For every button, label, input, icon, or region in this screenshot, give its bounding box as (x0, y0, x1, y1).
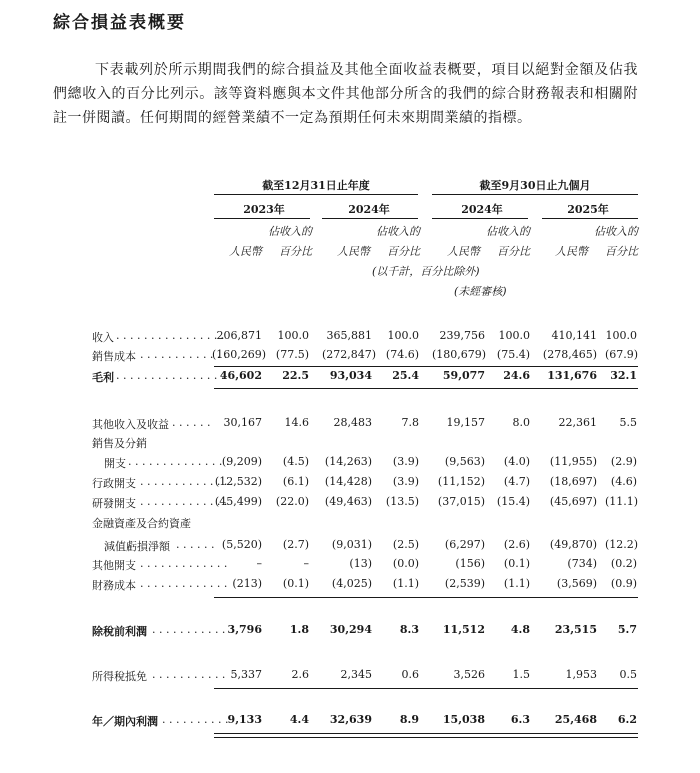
cell: 1,953 (565, 668, 597, 681)
cell: 22.5 (282, 369, 309, 382)
cell: (0.9) (610, 577, 637, 590)
intro-text: 下表載列於所示期間我們的綜合損益及其他全面收益表概要，項目以絕對金額及佔我們總收入的百分比列示。該等資料應與本文件其他部分所含的我們的綜合財務報表和相關附註一併閱讀。任何期間的經營業績不一定為預期任何未來期間業績的指標。 (53, 62, 638, 126)
year-rule (214, 218, 310, 219)
cell: 93,034 (329, 369, 372, 382)
cell: (278,465) (542, 348, 597, 361)
cell: 14.6 (284, 416, 309, 429)
cell: 11,512 (442, 623, 485, 636)
cell: (2.6) (503, 538, 530, 551)
cell: 206,871 (216, 329, 262, 342)
row-label-continued: 減值虧損淨額 (104, 540, 170, 553)
cell: 7.8 (401, 416, 419, 429)
cell: 8.0 (512, 416, 530, 429)
row-label: 銷售及分銷 (92, 437, 147, 450)
cell: (1.1) (392, 577, 419, 590)
cell: (45,697) (549, 495, 597, 508)
row-label-continued: 開支 (104, 457, 126, 470)
row-label: 除稅前利潤 (92, 625, 147, 638)
cell: (3.9) (392, 475, 419, 488)
cell: (9,563) (444, 455, 485, 468)
cell: (4.5) (282, 455, 309, 468)
group-header-year-ended: 截至12月31日止年度 (262, 179, 370, 192)
rmb-header: 人民幣 (555, 245, 588, 258)
cell: 100.0 (498, 329, 530, 342)
table-row: 其他開支 . . . . . . . . . . . . . – – (13) (0.0) (156) (0.1) (734) (0.2) (92, 557, 637, 572)
cell: (4,025) (331, 577, 372, 590)
rmb-header: 人民幣 (337, 245, 370, 258)
cell: (9,209) (221, 455, 262, 468)
page-title: 綜合損益表概要 (53, 13, 186, 33)
table-row: 其他收入及收益 . . . . . . 30,167 14.6 28,483 7.8 19,157 8.0 22,361 5.5 (92, 416, 637, 431)
pct-header-line2: 百分比 (279, 245, 312, 258)
row-label: 金融資產及合約資產 (92, 517, 191, 530)
group-rule (432, 194, 638, 195)
cell: (0.0) (392, 557, 419, 570)
table-row: 開支 . . . . . . . . . . . . . . . (9,209) (4.5) (14,263) (3.9) (9,563) (4.0) (11,955) (2.9) (104, 455, 637, 470)
year-header: 2023年 (243, 203, 285, 216)
table-row: 收入 . . . . . . . . . . . . . . . . 206,871 100.0 365,881 100.0 239,756 100.0 410,141 100.0 (92, 329, 637, 344)
cell: 2.6 (291, 668, 309, 681)
table-row: 減值虧損淨額 . . . . . . (5,520) (2.7) (9,031) (2.5) (6,297) (2.6) (49,870) (12.2) (104, 538, 639, 553)
pct-header-line1: 佔收入的 (486, 225, 530, 238)
cell: 46,602 (219, 369, 262, 382)
cell: (272,847) (322, 348, 377, 361)
cell: (15.4) (496, 495, 530, 508)
year-rule (322, 218, 418, 219)
year-header: 2024年 (461, 203, 503, 216)
pct-header-line2: 百分比 (387, 245, 420, 258)
group-rule (214, 194, 418, 195)
pct-header-line2: 百分比 (605, 245, 638, 258)
group-header-nine-months: 截至9月30日止九個月 (479, 179, 591, 192)
cell: (2.7) (282, 538, 309, 551)
cell: 30,294 (329, 623, 372, 636)
cell: (22.0) (275, 495, 309, 508)
cell: 0.6 (401, 668, 419, 681)
cell: (11.1) (605, 495, 639, 508)
cell: (14,263) (324, 455, 372, 468)
table-row: 行政開支 . . . . . . . . . . . . . (12,532) (6.1) (14,428) (3.9) (11,152) (4.7) (18,697) (4.6) (92, 475, 637, 490)
cell: 6.2 (617, 713, 637, 726)
cell: (734) (567, 557, 597, 570)
table-row: 毛利 . . . . . . . . . . . . . . . . 46,602 22.5 93,034 25.4 59,077 24.6 131,676 32.1 (92, 369, 637, 384)
pct-header-line2: 百分比 (497, 245, 530, 258)
cell: 6.3 (510, 713, 530, 726)
table-row-label-only (0, 515, 700, 533)
cell: (12,532) (214, 475, 262, 488)
cell: (18,697) (549, 475, 597, 488)
pct-header-line1: 佔收入的 (268, 225, 312, 238)
table-row: 所得稅抵免 . . . . . . . . . . . 5,337 2.6 2,345 0.6 3,526 1.5 1,953 0.5 (92, 668, 637, 683)
table-row: 銷售成本 . . . . . . . . . . . . . (160,269) (77.5) (272,847) (74.6) (180,679) (75.4) (278,465) (67.9) (92, 348, 639, 363)
year-rule (542, 218, 638, 219)
cell: 4.4 (289, 713, 309, 726)
cell: (12.2) (605, 538, 639, 551)
cell: (180,679) (432, 348, 487, 361)
cell: 19,157 (446, 416, 485, 429)
cell: 23,515 (554, 623, 597, 636)
cell: 8.9 (399, 713, 419, 726)
cell: 5.7 (617, 623, 637, 636)
cell: 32.1 (610, 369, 637, 382)
cell: 131,676 (547, 369, 597, 382)
cell: 22,361 (558, 416, 597, 429)
cell: (9,031) (331, 538, 372, 551)
cell: (4.0) (503, 455, 530, 468)
cell: 32,639 (329, 713, 372, 726)
cell: 365,881 (326, 329, 372, 342)
subtotal-rule (214, 597, 638, 598)
row-label: 所得稅抵免 (92, 670, 147, 683)
cell: 8.3 (399, 623, 419, 636)
subtotal-rule (214, 366, 638, 367)
cell: 59,077 (442, 369, 485, 382)
table-row-label-only (0, 435, 700, 453)
cell: (74.6) (385, 348, 419, 361)
cell: 15,038 (442, 713, 485, 726)
cell: (5,520) (221, 538, 262, 551)
cell: 25,468 (554, 713, 597, 726)
pct-header-line1: 佔收入的 (376, 225, 420, 238)
cell: 3,796 (227, 623, 262, 636)
cell: 100.0 (605, 329, 637, 342)
row-label: 研發開支 (92, 497, 136, 510)
cell: (2,539) (444, 577, 485, 590)
cell: (3,569) (556, 577, 597, 590)
cell: (11,152) (437, 475, 485, 488)
row-label: 銷售成本 (92, 350, 136, 363)
cell: 1.5 (512, 668, 530, 681)
cell: 100.0 (387, 329, 419, 342)
cell: (1.1) (503, 577, 530, 590)
pct-header-line1: 佔收入的 (594, 225, 638, 238)
total-double-rule (214, 733, 638, 738)
cell: 30,167 (223, 416, 262, 429)
table-row: 除稅前利潤 . . . . . . . . . . . 3,796 1.8 30,294 8.3 11,512 4.8 23,515 5.7 (92, 623, 637, 638)
cell: (13) (349, 557, 372, 570)
cell: 0.5 (619, 668, 637, 681)
cell: 5.5 (619, 416, 637, 429)
year-header: 2025年 (567, 203, 609, 216)
rmb-header: 人民幣 (447, 245, 480, 258)
row-label: 收入 (92, 331, 114, 344)
cell: (14,428) (324, 475, 372, 488)
cell: (160,269) (212, 348, 267, 361)
cell: (6,297) (444, 538, 485, 551)
cell: 1.8 (289, 623, 309, 636)
table-row: 財務成本 . . . . . . . . . . . . . (213) (0.1) (4,025) (1.1) (2,539) (1.1) (3,569) (0.9) (92, 577, 637, 592)
cell: (0.1) (282, 577, 309, 590)
cell: (4.6) (610, 475, 637, 488)
row-label: 年／期內利潤 (92, 715, 158, 728)
row-label: 其他收入及收益 (92, 418, 169, 431)
cell: (4.7) (503, 475, 530, 488)
unit-note: (以千計，百分比除外) (372, 265, 480, 278)
cell: (45,499) (214, 495, 262, 508)
cell: (11,955) (549, 455, 597, 468)
cell: 410,141 (551, 329, 597, 342)
cell: 24.6 (503, 369, 530, 382)
cell: – (303, 557, 309, 570)
cell: (75.4) (496, 348, 530, 361)
row-label: 行政開支 (92, 477, 136, 490)
rmb-header: 人民幣 (229, 245, 262, 258)
cell: (13.5) (385, 495, 419, 508)
cell: 3,526 (453, 668, 485, 681)
row-label: 其他開支 (92, 559, 136, 572)
intro-paragraph (53, 58, 638, 130)
row-label: 財務成本 (92, 579, 136, 592)
cell: 2,345 (340, 668, 372, 681)
cell: (0.2) (610, 557, 637, 570)
cell: (2.9) (610, 455, 637, 468)
cell: 9,133 (227, 713, 262, 726)
subtotal-rule (214, 388, 638, 389)
cell: (6.1) (282, 475, 309, 488)
cell: (67.9) (605, 348, 639, 361)
subtotal-rule (214, 688, 638, 689)
cell: (2.5) (392, 538, 419, 551)
cell: 5,337 (230, 668, 262, 681)
cell: (156) (455, 557, 485, 570)
cell: (77.5) (275, 348, 309, 361)
cell: (0.1) (503, 557, 530, 570)
cell: 100.0 (277, 329, 309, 342)
cell: 28,483 (333, 416, 372, 429)
cell: – (256, 557, 262, 570)
table-row: 年／期內利潤 . . . . . . . . . . 9,133 4.4 32,639 8.9 15,038 6.3 25,468 6.2 (92, 713, 637, 728)
cell: 4.8 (510, 623, 530, 636)
cell: 239,756 (439, 329, 485, 342)
table-row: 研發開支 . . . . . . . . . . . . . (45,499) (22.0) (49,463) (13.5) (37,015) (15.4) (45,697) (11.1) (92, 495, 639, 510)
cell: (49,463) (324, 495, 372, 508)
cell: (37,015) (437, 495, 485, 508)
row-label: 毛利 (92, 371, 114, 384)
unaudited-note: (未經審核) (454, 285, 507, 298)
cell: (3.9) (392, 455, 419, 468)
year-rule (432, 218, 528, 219)
cell: (49,870) (549, 538, 597, 551)
cell: (213) (232, 577, 262, 590)
year-header: 2024年 (348, 203, 390, 216)
cell: 25.4 (392, 369, 419, 382)
